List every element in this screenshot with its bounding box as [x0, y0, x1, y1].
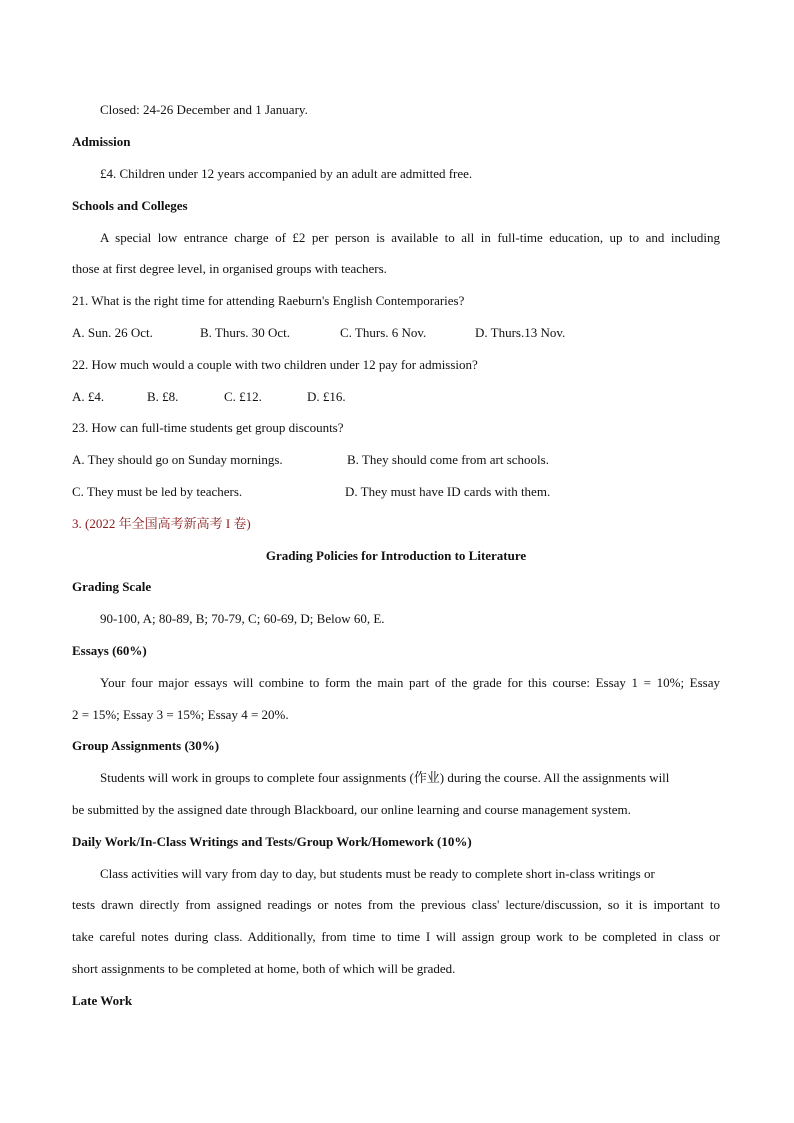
late-work-heading: Late Work: [72, 993, 133, 1008]
q22-option-d: D. £16.: [307, 389, 346, 404]
q22-option-c: C. £12.: [224, 389, 262, 404]
admission-text: £4. Children under 12 years accompanied by an adult are admitted free.: [100, 166, 473, 181]
q21-option-b: B. Thurs. 30 Oct.: [200, 325, 291, 340]
schools-text-line2: those at first degree level, in organised groups with teachers.: [72, 261, 387, 276]
q22-option-b: B. £8.: [147, 389, 179, 404]
grading-scale-heading: Grading Scale: [72, 579, 152, 594]
group-assignments-line2: be submitted by the assigned date through Blackboard, our online learning and course management system.: [72, 802, 631, 817]
admission-heading: Admission: [72, 134, 131, 149]
q22-option-a: A. £4.: [72, 389, 105, 404]
q23-option-d: D. They must have ID cards with them.: [345, 484, 551, 499]
essays-heading: Essays (60%): [72, 643, 147, 658]
closed-dates: Closed: 24-26 December and 1 January.: [100, 102, 308, 117]
q23-option-c: C. They must be led by teachers.: [72, 484, 243, 499]
q23-option-a: A. They should go on Sunday mornings.: [72, 452, 283, 467]
essays-text-line1: Your four major essays will combine to form the main part of the grade for this course: Essay 1 = 10%; Essay: [100, 675, 720, 690]
q21-option-d: D. Thurs.13 Nov.: [475, 325, 566, 340]
source-label: 3. (2022 年全国高考新高考 I 卷): [72, 516, 251, 531]
question-23: 23. How can full-time students get group discounts?: [72, 420, 344, 435]
daily-work-line3: take careful notes during class. Additionally, from time to time I will assign group work to be completed in class or: [72, 929, 720, 944]
daily-work-line4: short assignments to be completed at home, both of which will be graded.: [72, 961, 456, 976]
schools-heading: Schools and Colleges: [72, 198, 188, 213]
q21-option-a: A. Sun. 26 Oct.: [72, 325, 153, 340]
q23-option-b: B. They should come from art schools.: [347, 452, 549, 467]
daily-work-line1: Class activities will vary from day to day, but students must be ready to complete short in-class writings or: [100, 866, 655, 881]
daily-work-heading: Daily Work/In-Class Writings and Tests/Group Work/Homework (10%): [72, 834, 472, 849]
grading-scale-text: 90-100, A; 80-89, B; 70-79, C; 60-69, D; Below 60, E.: [100, 611, 385, 626]
q21-option-c: C. Thurs. 6 Nov.: [340, 325, 427, 340]
question-22: 22. How much would a couple with two children under 12 pay for admission?: [72, 357, 478, 372]
schools-text-line1: A special low entrance charge of £2 per person is available to all in full-time education, up to and including: [100, 230, 720, 245]
group-assignments-heading: Group Assignments (30%): [72, 738, 220, 753]
passage-title: Grading Policies for Introduction to Literature: [265, 548, 527, 563]
daily-work-line2: tests drawn directly from assigned readings or notes from the previous class' lecture/discussion, so it is important to: [72, 897, 720, 912]
question-21: 21. What is the right time for attending Raeburn's English Contemporaries?: [72, 293, 465, 308]
essays-text-line2: 2 = 15%; Essay 3 = 15%; Essay 4 = 20%.: [72, 707, 289, 722]
group-assignments-line1: Students will work in groups to complete four assignments (作业) during the course. All the assignments will: [100, 770, 670, 785]
